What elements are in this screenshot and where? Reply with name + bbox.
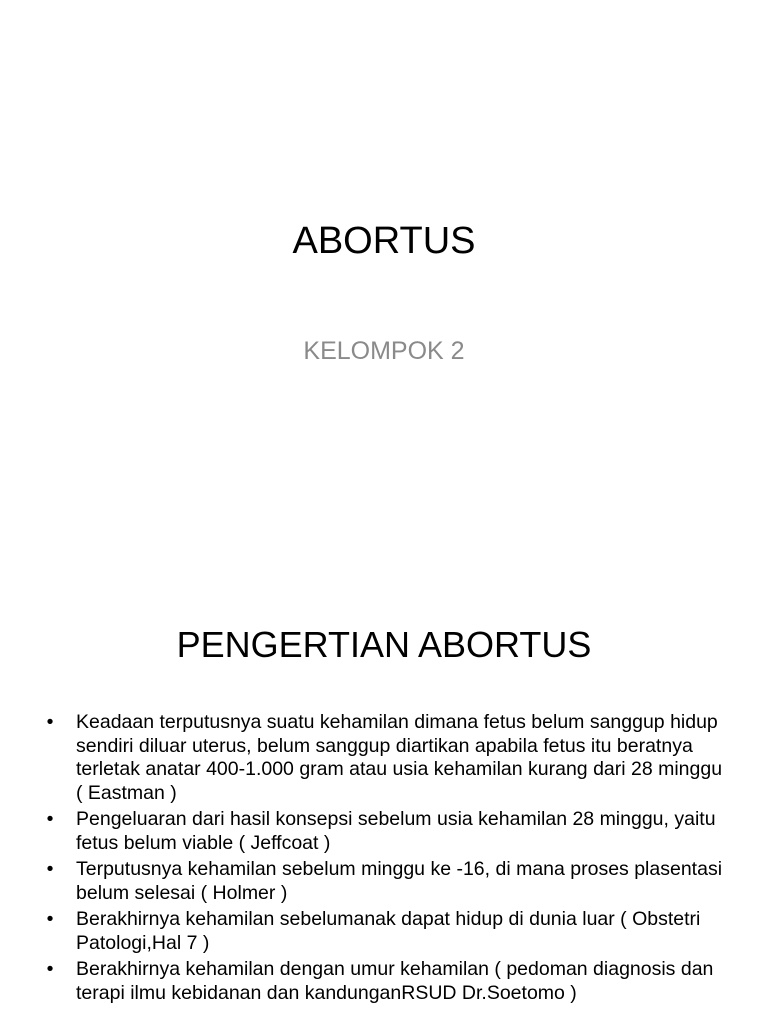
list-item: [42, 808, 732, 855]
list-item-text: Berakhirnya kehamilan dengan umur kehamilan ( pedoman diagnosis dan terapi ilmu kebidanan dan kandunganRSUD Dr.Soetomo ): [76, 958, 714, 1004]
definition-list: [42, 711, 732, 1008]
list-item-text: Terputusnya kehamilan sebelum minggu ke -16, di mana proses plasentasi belum selesai ( Holmer ): [76, 858, 723, 904]
bullet-icon: •: [46, 808, 54, 830]
list-item: [42, 958, 732, 1005]
bullet-icon: •: [46, 711, 54, 733]
section-title: PENGERTIAN ABORTUS: [176, 624, 592, 665]
bullet-icon: •: [46, 958, 54, 980]
list-item: [42, 908, 732, 955]
list-item-text: Keadaan terputusnya suatu kehamilan dimana fetus belum sanggup hidup sendiri diluar uterus, belum sanggup diartikan apabila fetus itu beratnya terletak anatar 400-1.000 gram atau usia kehamilan kurang dari 28 minggu ( Eastman ): [76, 711, 723, 804]
slide-title: ABORTUS: [292, 220, 476, 262]
bullet-icon: •: [46, 858, 54, 880]
definition-slide: [0, 576, 768, 1024]
list-item-text: Pengeluaran dari hasil konsepsi sebelum usia kehamilan 28 minggu, yaitu fetus belum viable ( Jeffcoat ): [76, 808, 716, 854]
list-item-text: Berakhirnya kehamilan sebelumanak dapat hidup di dunia luar ( Obstetri Patologi,Hal 7 ): [76, 908, 701, 954]
slide-subtitle: KELOMPOK 2: [303, 337, 465, 365]
bullet-icon: •: [46, 908, 54, 930]
list-item: [42, 858, 732, 905]
list-item: [42, 711, 732, 805]
